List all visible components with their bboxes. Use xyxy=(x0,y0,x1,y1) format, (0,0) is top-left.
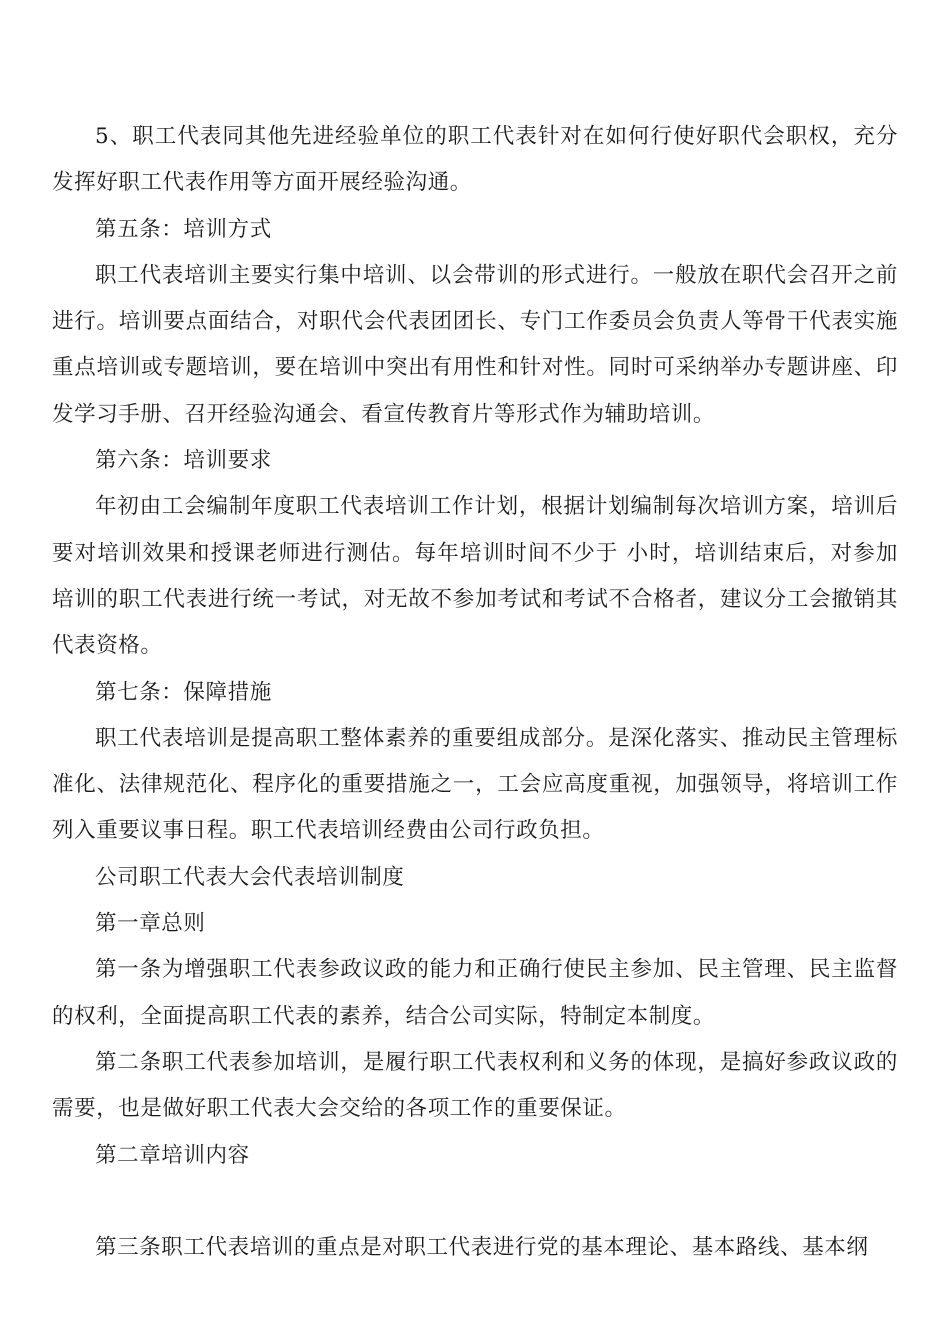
document-body xyxy=(52,114,898,1271)
safeguard-measures-paragraph: 职工代表培训是提高职工整体素养的重要组成部分。是深化落实、推动民主管理标准化、法律规范化、程序化的重要措施之一，工会应高度重视，加强领导，将培训工作列入重要议事日程。职工代表培训经费由公司行政负担。 xyxy=(52,725,898,844)
article-5-heading: 第五条：培训方式 xyxy=(95,216,272,242)
document-title: 公司职工代表大会代表培训制度 xyxy=(95,864,405,890)
paragraph-item-5: 5、职工代表同其他先进经验单位的职工代表针对在如何行使好职代会职权，充分发挥好职工代表作用等方面开展经验沟通。 xyxy=(52,124,898,196)
chapter-2-heading: 第二章培训内容 xyxy=(95,1142,250,1168)
article-7-heading: 第七条：保障措施 xyxy=(95,679,272,705)
article-2-paragraph: 第二条职工代表参加培训，是履行职工代表权利和义务的体现，是搞好参政议政的需要，也是做好职工代表大会交给的各项工作的重要保证。 xyxy=(52,1049,898,1122)
article-6-heading: 第六条：培训要求 xyxy=(95,448,272,474)
chapter-1-heading: 第一章总则 xyxy=(95,911,206,937)
training-method-paragraph: 职工代表培训主要实行集中培训、以会带训的形式进行。一般放在职代会召开之前进行。培训要点面结合，对职代会代表团团长、专门工作委员会负责人等骨干代表实施重点培训或专题培训，要在培训中突出有用性和针对性。同时可采纳举办专题讲座、印发学习手册、召开经验沟通会、看宣传教育片等形式作为辅助培训。 xyxy=(52,262,898,427)
article-3-paragraph: 第三条职工代表培训的重点是对职工代表进行党的基本理论、基本路线、基本纲 xyxy=(95,1234,869,1260)
article-1-paragraph: 第一条为增强职工代表参政议政的能力和正确行使民主参加、民主管理、民主监督的权利，全面提高职工代表的素养，结合公司实际，特制定本制度。 xyxy=(52,957,898,1029)
training-requirements-paragraph: 年初由工会编制年度职工代表培训工作计划，根据计划编制每次培训方案，培训后要对培训效果和授课老师进行测估。每年培训时间不少于 小时，培训结束后，对参加培训的职工代表进行统一考试，对无故不参加考试和考试不合格者，建议分工会撤销其代表资格。 xyxy=(52,494,898,659)
blank-line xyxy=(52,1179,898,1225)
